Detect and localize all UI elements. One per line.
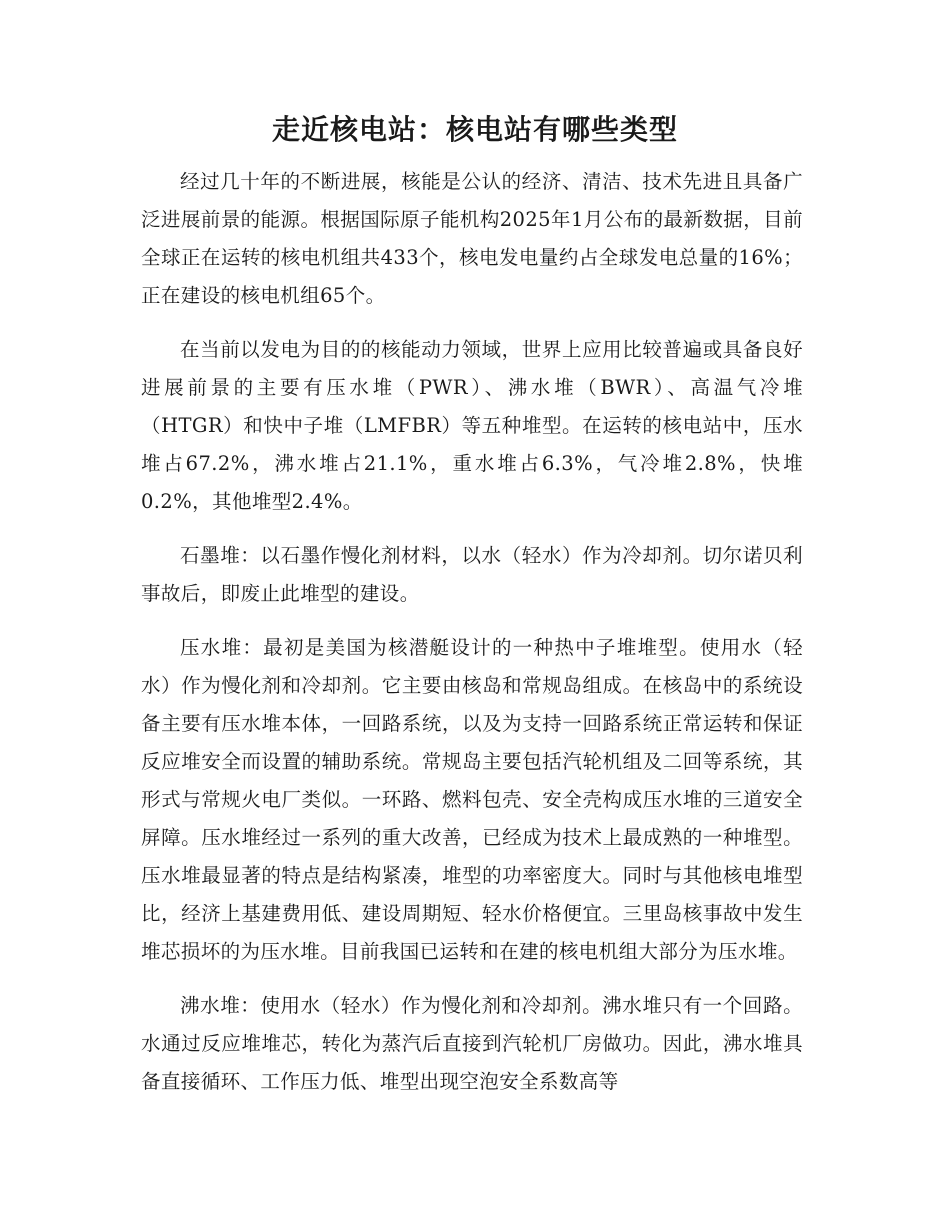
paragraph-reactor-types: 在当前以发电为目的的核能动力领域，世界上应用比较普遍或具备良好进展前景的主要有压水堆（PWR）、沸水堆（BWR）、高温气冷堆（HTGR）和快中子堆（LMFBR）等五种堆型。在运转的核电站中，压水堆占67.2%，沸水堆占21.1%，重水堆占6.3%，气冷堆2.8%，快堆0.2%，其他堆型2.4%。 [141, 338, 803, 513]
document-body [141, 163, 803, 1117]
paragraph-boiling-water-reactor: 沸水堆：使用水（轻水）作为慢化剂和冷却剂。沸水堆只有一个回路。水通过反应堆堆芯，转化为蒸汽后直接到汽轮机厂房做功。因此，沸水堆具备直接循环、工作压力低、堆型出现空泡安全系数高等 [141, 994, 803, 1093]
paragraph-pressurized-water-reactor: 压水堆：最初是美国为核潜艇设计的一种热中子堆堆型。使用水（轻水）作为慢化剂和冷却剂。它主要由核岛和常规岛组成。在核岛中的系统设备主要有压水堆本体，一回路系统，以及为支持一回路系统正常运转和保证反应堆安全而设置的辅助系统。常规岛主要包括汽轮机组及二回等系统，其形式与常规火电厂类似。一环路、燃料包壳、安全壳构成压水堆的三道安全屏障。压水堆经过一系列的重大改善，已经成为技术上最成熟的一种堆型。压水堆最显著的特点是结构紧凑，堆型的功率密度大。同时与其他核电堆型比，经济上基建费用低、建设周期短、轻水价格便宜。三里岛核事故中发生堆芯损坏的为压水堆。目前我国已运转和在建的核电机组大部分为压水堆。 [141, 636, 803, 963]
document-title: 走近核电站：核电站有哪些类型 [271, 113, 678, 146]
paragraph-overview: 经过几十年的不断进展，核能是公认的经济、清洁、技术先进且具备广泛进展前景的能源。根据国际原子能机构2025年1月公布的最新数据，目前全球正在运转的核电机组共433个，核电发电量约占全球发电总量的16%；正在建设的核电机组65个。 [141, 170, 803, 307]
paragraph-graphite-reactor: 石墨堆：以石墨作慢化剂材料，以水（轻水）作为冷却剂。切尔诺贝利事故后，即废止此堆型的建设。 [141, 544, 803, 605]
